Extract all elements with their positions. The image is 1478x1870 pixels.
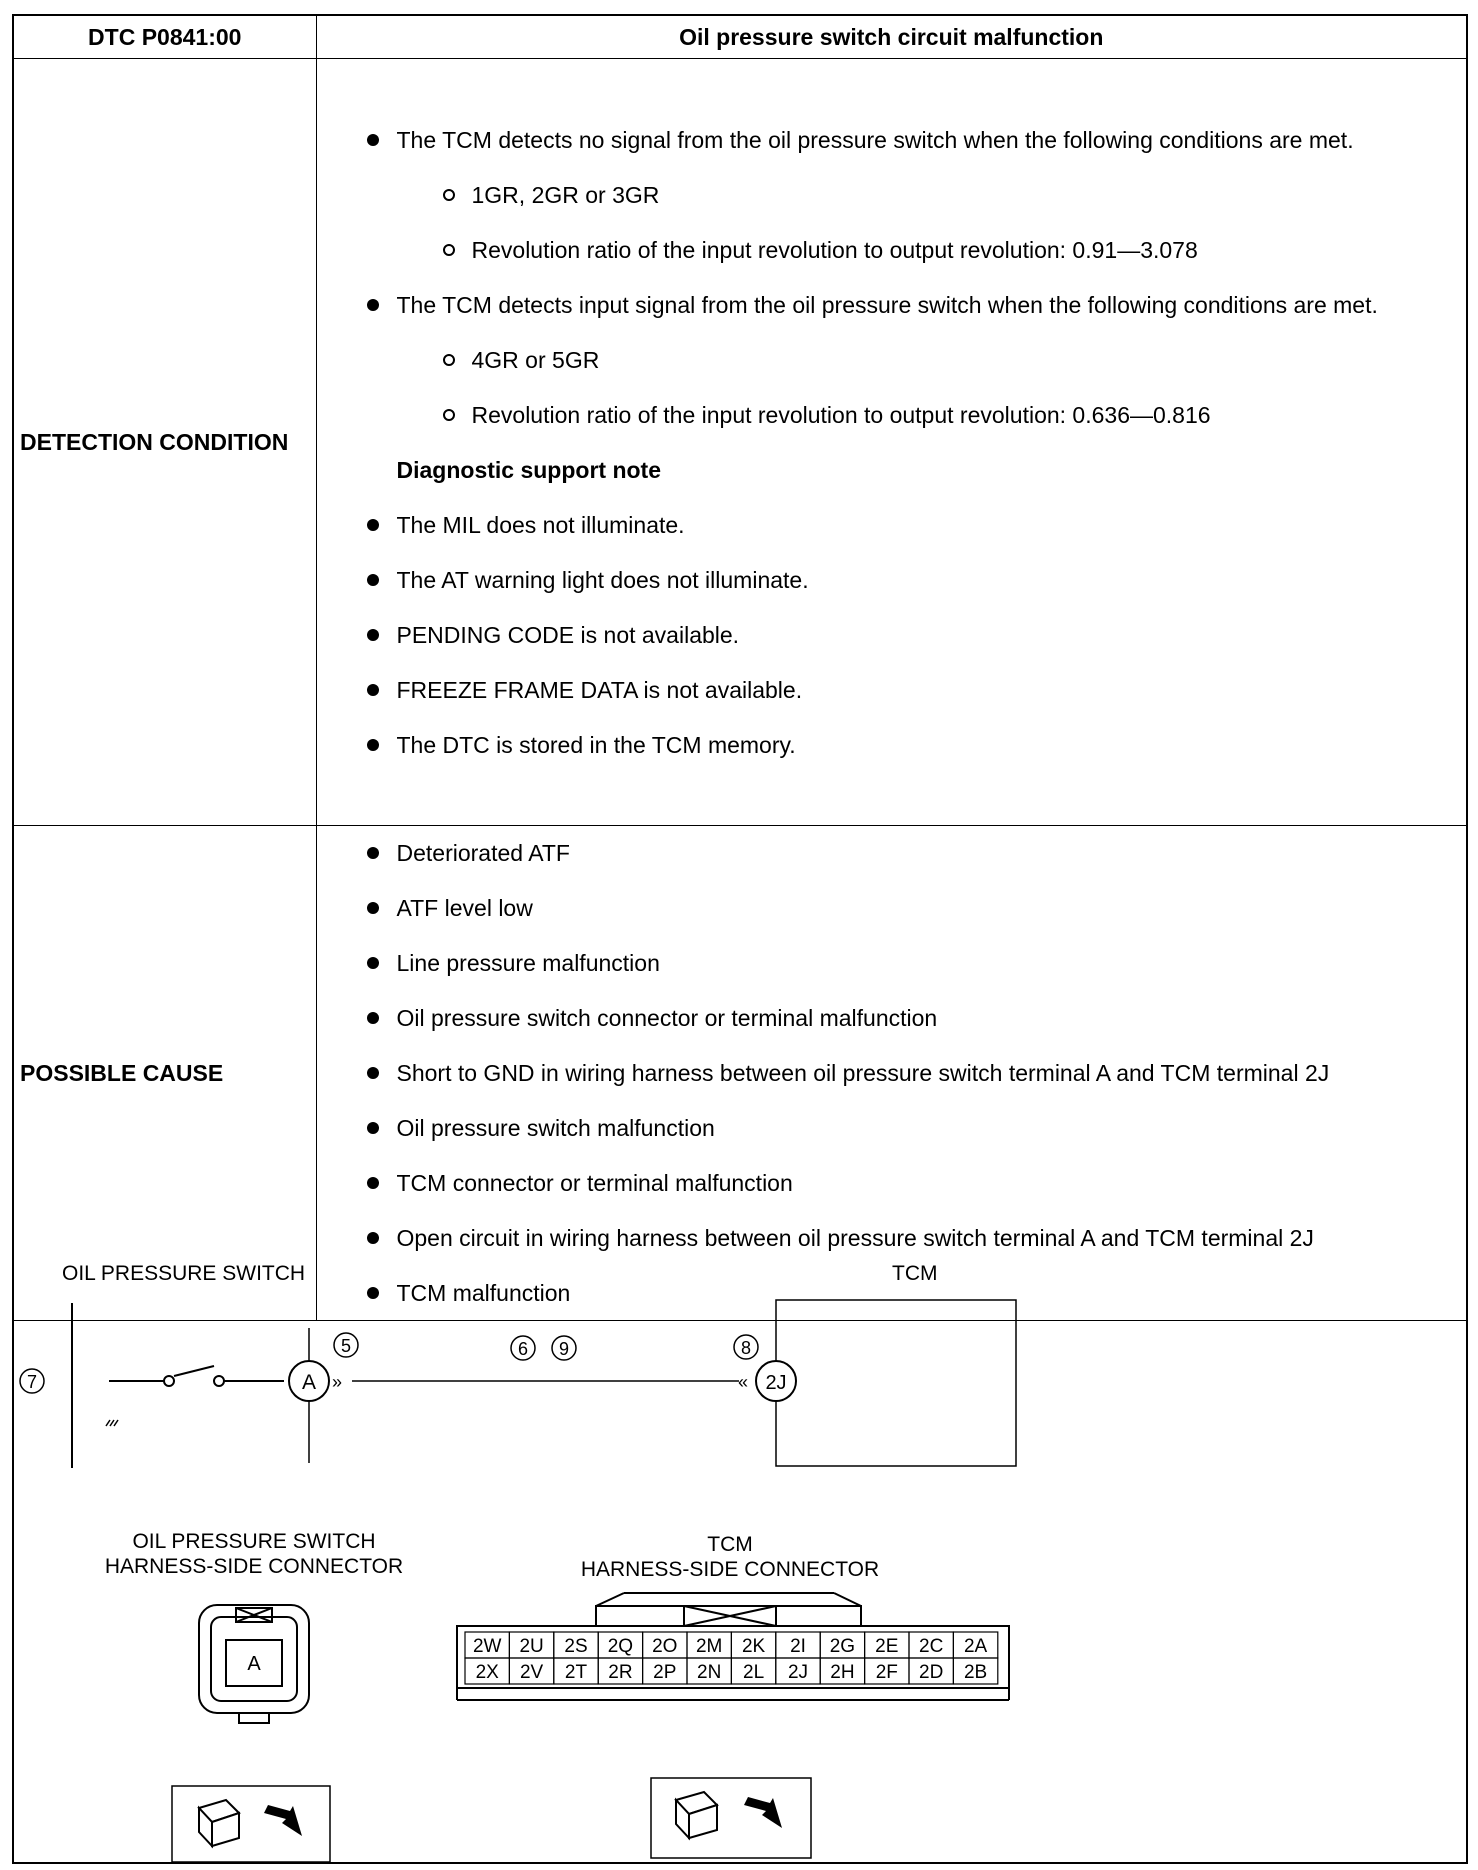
svg-text:7: 7 [26, 1372, 38, 1392]
switch-symbol [109, 1366, 284, 1386]
tcm-pin-label: 2D [919, 1662, 944, 1683]
tcm-pin-label: 2K [741, 1636, 766, 1657]
tcm-pin-grid [465, 1632, 998, 1684]
detection-subitem: Revolution ratio of the input revolution to output revolution: 0.636—0.816 [317, 400, 1467, 430]
tcm-pin-label: 2V [519, 1662, 544, 1683]
tcm-box [776, 1300, 1016, 1466]
tcm-pin-label: 2J [787, 1662, 809, 1683]
view-direction-icon [651, 1778, 811, 1858]
callout-8 [734, 1335, 758, 1359]
note-item: The DTC is stored in the TCM memory. [317, 730, 1467, 760]
tcm-pin-label: 2B [963, 1662, 988, 1683]
tcm-pin-label: 2Q [607, 1636, 634, 1657]
detection-item: The TCM detects no signal from the oil pressure switch when the following conditions are met. [317, 125, 1467, 155]
switch-connector-title-1: OIL PRESSURE SWITCH [132, 1530, 376, 1553]
ground-icon [106, 1420, 118, 1426]
tcm-pin-label: 2I [790, 1636, 806, 1657]
cause-item: ATF level low [317, 893, 1467, 923]
cause-item: Oil pressure switch malfunction [317, 1113, 1467, 1143]
tcm-pin-label: 2G [829, 1636, 856, 1657]
switch-connector-title-2: HARNESS-SIDE CONNECTOR [104, 1555, 404, 1578]
tcm-pin-label: 2W [472, 1636, 502, 1657]
tcm-pin-label: 2T [564, 1662, 588, 1683]
tcm-pin-label: 2P [653, 1662, 677, 1683]
svg-text:9: 9 [558, 1339, 570, 1359]
svg-text:A: A [301, 1371, 317, 1394]
detection-content [316, 59, 1466, 826]
tcm-pin-label: 2A [963, 1636, 988, 1657]
cause-item: Line pressure malfunction [317, 948, 1467, 978]
svg-text:8: 8 [740, 1338, 752, 1358]
svg-text:6: 6 [517, 1339, 529, 1359]
switch-title: OIL PRESSURE SWITCH [62, 1262, 306, 1285]
detection-label: DETECTION CONDITION [14, 59, 316, 826]
terminal-a [289, 1361, 329, 1401]
svg-text:5: 5 [340, 1336, 352, 1356]
tcm-pin-label: 2O [652, 1636, 678, 1657]
detection-subitem: Revolution ratio of the input revolution to output revolution: 0.91—3.078 [317, 235, 1467, 265]
connector-arrow-icon: « [738, 1372, 749, 1392]
callout-6 [511, 1336, 535, 1360]
cause-item: Short to GND in wiring harness between oil pressure switch terminal A and TCM terminal 2J [317, 1058, 1467, 1088]
tcm-pin-label: 2H [830, 1662, 855, 1683]
tcm-connector-title-1: TCM [707, 1533, 753, 1556]
cause-item: Oil pressure switch connector or terminal malfunction [317, 1003, 1467, 1033]
connector-arrow-icon: » [332, 1372, 343, 1392]
tcm-pin-label: 2F [875, 1662, 898, 1683]
cause-item: TCM malfunction [317, 1278, 1467, 1308]
note-item: The AT warning light does not illuminate. [317, 565, 1467, 595]
cause-row [14, 826, 1466, 1321]
tcm-pin-label: 2R [608, 1662, 633, 1683]
detection-subitem: 1GR, 2GR or 3GR [317, 180, 1467, 210]
detection-row [14, 59, 1466, 826]
view-direction-icon [172, 1786, 330, 1862]
terminal-2j [756, 1361, 796, 1401]
dtc-document [12, 14, 1468, 1864]
detection-subitem: 4GR or 5GR [317, 345, 1467, 375]
cause-item: Open circuit in wiring harness between oil pressure switch terminal A and TCM terminal 2J [317, 1223, 1467, 1253]
wiring-diagram [14, 1248, 1466, 1862]
detection-item: The TCM detects input signal from the oil pressure switch when the following conditions are met. [317, 290, 1467, 320]
note-item: PENDING CODE is not available. [317, 620, 1467, 650]
callout-7 [20, 1369, 44, 1393]
tcm-connector-title-2: HARNESS-SIDE CONNECTOR [580, 1558, 880, 1581]
cause-item: TCM connector or terminal malfunction [317, 1168, 1467, 1198]
tcm-pin-label: 2X [475, 1662, 499, 1683]
tcm-title: TCM [892, 1262, 938, 1285]
tcm-pin-label: 2E [875, 1636, 899, 1657]
header-row [14, 16, 1466, 59]
dtc-code: DTC P0841:00 [14, 16, 316, 59]
svg-text:2J: 2J [765, 1372, 787, 1394]
callout-5 [334, 1333, 358, 1357]
diagnostic-note-title: Diagnostic support note [396, 456, 661, 483]
tcm-pin-label: 2L [743, 1662, 765, 1683]
dtc-table [14, 16, 1466, 1321]
callout-9 [552, 1336, 576, 1360]
tcm-pin-label: 2S [564, 1636, 588, 1657]
tcm-pin-label: 2M [695, 1636, 723, 1657]
tcm-pin-label: 2C [919, 1636, 944, 1657]
tcm-pin-label: 2N [697, 1662, 722, 1683]
switch-connector-pin-a: A [247, 1653, 261, 1675]
cause-label: POSSIBLE CAUSE [14, 826, 316, 1321]
cause-item: Deteriorated ATF [317, 838, 1467, 868]
dtc-title: Oil pressure switch circuit malfunction [316, 16, 1466, 59]
cause-content [316, 826, 1466, 1321]
note-item: The MIL does not illuminate. [317, 510, 1467, 540]
tcm-pin-label: 2U [519, 1636, 544, 1657]
note-item: FREEZE FRAME DATA is not available. [317, 675, 1467, 705]
